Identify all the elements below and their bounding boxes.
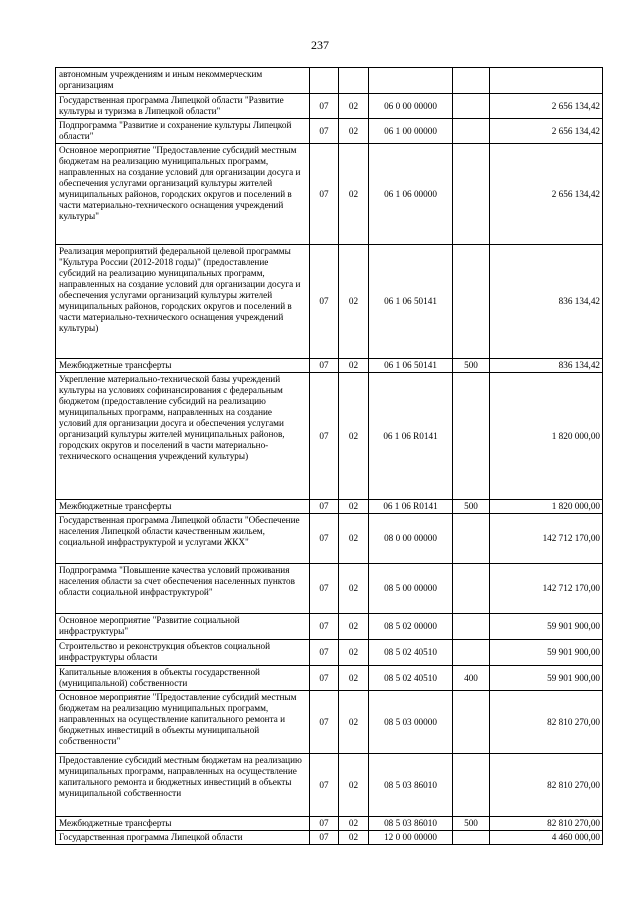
row-section [310, 68, 339, 94]
row-expense-type: 400 [453, 666, 490, 691]
row-amount: 1 820 000,00 [490, 500, 603, 514]
row-name: Межбюджетные трансферты [56, 817, 310, 831]
row-section: 07 [310, 500, 339, 514]
row-amount [490, 68, 603, 94]
row-section: 07 [310, 94, 339, 119]
row-expense-type [453, 614, 490, 640]
table-row [56, 245, 603, 359]
row-section: 07 [310, 564, 339, 614]
row-section: 07 [310, 666, 339, 691]
table-row [56, 373, 603, 500]
row-subsection: 02 [339, 831, 369, 845]
row-subsection: 02 [339, 94, 369, 119]
row-subsection: 02 [339, 119, 369, 144]
row-target-article: 06 1 06 00000 [369, 144, 453, 245]
row-expense-type: 500 [453, 500, 490, 514]
row-target-article: 06 0 00 00000 [369, 94, 453, 119]
row-name: Государственная программа Липецкой области [56, 831, 310, 845]
row-amount: 836 134,42 [490, 245, 603, 359]
row-name: Строительство и реконструкция объектов социальной инфраструктуры области [56, 640, 310, 666]
row-subsection: 02 [339, 564, 369, 614]
row-target-article: 12 0 00 00000 [369, 831, 453, 845]
row-amount: 59 901 900,00 [490, 666, 603, 691]
row-section: 07 [310, 245, 339, 359]
row-expense-type [453, 373, 490, 500]
row-section: 07 [310, 359, 339, 373]
row-target-article [369, 68, 453, 94]
row-expense-type [453, 94, 490, 119]
row-amount: 2 656 134,42 [490, 94, 603, 119]
row-expense-type [453, 691, 490, 754]
row-name: Капитальные вложения в объекты государственной (муниципальной) собственности [56, 666, 310, 691]
row-target-article: 06 1 06 50141 [369, 359, 453, 373]
table-row [56, 359, 603, 373]
row-target-article: 08 5 02 00000 [369, 614, 453, 640]
row-subsection: 02 [339, 691, 369, 754]
row-target-article: 08 5 02 40510 [369, 640, 453, 666]
row-amount: 836 134,42 [490, 359, 603, 373]
row-expense-type [453, 119, 490, 144]
row-section: 07 [310, 817, 339, 831]
table-row [56, 144, 603, 245]
table-row [56, 754, 603, 817]
row-amount: 82 810 270,00 [490, 691, 603, 754]
row-name: Основное мероприятие "Предоставление субсидий местным бюджетам на реализацию муниципальных программ, направленных на осуществление капитального ремонта и бюджетных инвестиций в объекты муниципальной собственности" [56, 691, 310, 754]
row-subsection: 02 [339, 640, 369, 666]
row-subsection: 02 [339, 514, 369, 564]
row-section: 07 [310, 144, 339, 245]
row-name: Подпрограмма "Повышение качества условий проживания населения области за счет обеспечения населенных пунктов области социальной инфраструктурой" [56, 564, 310, 614]
row-target-article: 08 5 00 00000 [369, 564, 453, 614]
row-section: 07 [310, 614, 339, 640]
row-target-article: 06 1 00 00000 [369, 119, 453, 144]
budget-table [55, 67, 603, 845]
table-row [56, 500, 603, 514]
row-section: 07 [310, 754, 339, 817]
row-expense-type [453, 754, 490, 817]
row-amount: 142 712 170,00 [490, 564, 603, 614]
row-subsection: 02 [339, 144, 369, 245]
table-row [56, 691, 603, 754]
row-subsection: 02 [339, 666, 369, 691]
row-subsection [339, 68, 369, 94]
table-row [56, 564, 603, 614]
row-expense-type [453, 831, 490, 845]
row-name: Межбюджетные трансферты [56, 359, 310, 373]
row-section: 07 [310, 640, 339, 666]
row-target-article: 08 5 02 40510 [369, 666, 453, 691]
row-subsection: 02 [339, 754, 369, 817]
row-target-article: 06 1 06 R0141 [369, 500, 453, 514]
row-name: Предоставление субсидий местным бюджетам на реализацию муниципальных программ, направленных на осуществление капитального ремонта и бюджетных инвестиций в объекты муниципальной собственности [56, 754, 310, 817]
row-name: Основное мероприятие "Развитие социальной инфраструктуры" [56, 614, 310, 640]
row-name: Реализация мероприятий федеральной целевой программы "Культура России (2012-2018 годы)" (предоставление субсидий на реализацию муниципальных программ, направленных на создание условий для организации досуга и обеспечения услугами организаций культуры жителей муниципальных районов, городских округов и поселений в части материально-технического оснащения учреждений культуры) [56, 245, 310, 359]
row-name: Государственная программа Липецкой области "Развитие культуры и туризма в Липецкой области" [56, 94, 310, 119]
row-target-article: 08 0 00 00000 [369, 514, 453, 564]
table-row [56, 666, 603, 691]
row-target-article: 08 5 03 86010 [369, 817, 453, 831]
row-amount: 142 712 170,00 [490, 514, 603, 564]
row-subsection: 02 [339, 359, 369, 373]
table-row [56, 94, 603, 119]
row-section: 07 [310, 119, 339, 144]
row-target-article: 08 5 03 00000 [369, 691, 453, 754]
row-amount: 4 460 000,00 [490, 831, 603, 845]
table-row [56, 640, 603, 666]
row-subsection: 02 [339, 614, 369, 640]
row-amount: 82 810 270,00 [490, 754, 603, 817]
row-name: Основное мероприятие "Предоставление субсидий местным бюджетам на реализацию муниципальных программ, направленных на создание условий для организации досуга и обеспечения услугами организаций культуры жителей муниципальных районов, городских округов и поселений в части материально-технического оснащения учреждений культуры" [56, 144, 310, 245]
row-target-article: 06 1 06 R0141 [369, 373, 453, 500]
row-section: 07 [310, 514, 339, 564]
row-subsection: 02 [339, 500, 369, 514]
row-name: Укрепление материально-технической базы учреждений культуры на условиях софинансирования с федеральным бюджетом (предоставление субсидий на реализацию муниципальных программ, направленных на создание условий для организации досуга и обеспечения услугами организаций культуры жителей муниципальных районов, городских округов и поселений в части материально-технического оснащения учреждений культуры) [56, 373, 310, 500]
row-subsection: 02 [339, 373, 369, 500]
row-subsection: 02 [339, 245, 369, 359]
row-expense-type: 500 [453, 359, 490, 373]
table-row [56, 514, 603, 564]
row-section: 07 [310, 691, 339, 754]
row-expense-type [453, 640, 490, 666]
row-expense-type [453, 245, 490, 359]
row-section: 07 [310, 373, 339, 500]
page-number: 237 [311, 38, 329, 52]
row-name: Межбюджетные трансферты [56, 500, 310, 514]
row-section: 07 [310, 831, 339, 845]
table-row [56, 68, 603, 94]
row-expense-type [453, 564, 490, 614]
row-target-article: 06 1 06 50141 [369, 245, 453, 359]
row-amount: 59 901 900,00 [490, 640, 603, 666]
row-amount: 1 820 000,00 [490, 373, 603, 500]
row-subsection: 02 [339, 817, 369, 831]
row-name: Государственная программа Липецкой области "Обеспечение населения Липецкой области качественным жильем, социальной инфраструктурой и услугами ЖКХ" [56, 514, 310, 564]
row-expense-type [453, 68, 490, 94]
row-expense-type: 500 [453, 817, 490, 831]
row-expense-type [453, 514, 490, 564]
table-row [56, 119, 603, 144]
row-name: автономным учреждениям и иным некоммерческим организациям [56, 68, 310, 94]
row-expense-type [453, 144, 490, 245]
table-row [56, 831, 603, 845]
row-amount: 59 901 900,00 [490, 614, 603, 640]
table-row [56, 614, 603, 640]
row-name: Подпрограмма "Развитие и сохранение культуры Липецкой области" [56, 119, 310, 144]
table-row [56, 817, 603, 831]
row-amount: 82 810 270,00 [490, 817, 603, 831]
row-target-article: 08 5 03 86010 [369, 754, 453, 817]
row-amount: 2 656 134,42 [490, 144, 603, 245]
row-amount: 2 656 134,42 [490, 119, 603, 144]
